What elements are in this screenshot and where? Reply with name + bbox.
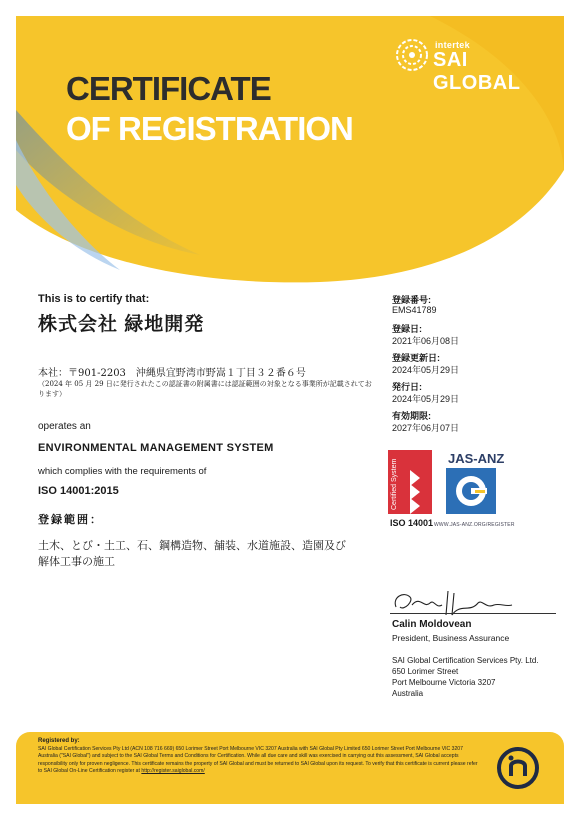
- organisation-country: Australia: [392, 689, 424, 698]
- certify-label: This is to certify that:: [38, 293, 150, 305]
- renewal-date: 2024年05月29日: [392, 365, 460, 375]
- scope-text: 土木、とび・土工、石、鋼構造物、舗装、水道施設、造園及び解体工事の施工: [38, 539, 346, 568]
- footer-terms-text: SAI Global Certification Services Pty Ltd (ACN 108 716 669) 650 Lorimer Street Port Melbourne VIC 3207 Australia with SAI Global Pty Limited 650 Lorimer Street Port Melbourne VIC 3207 Australia ("SAI Global") and subject to the SAI Global Terms and Conditions for Certification. While all due care and skill was exercised in carrying out this assessment, SAI Global accepts responsibility only for proven negligence. This certificate remains the property of SAI Global and must be returned to SAI Global upon its request. To verify that this certificate is current please refer to SAI Global On-Line Certification register at: [38, 746, 478, 775]
- signatory-name: Calin Moldovean: [392, 619, 472, 630]
- signature: [390, 585, 540, 621]
- organisation-city: Port Melbourne Victoria 3207: [392, 678, 496, 687]
- issue-date-label: 発行日:: [392, 382, 422, 392]
- scope-label: 登録範囲：: [38, 513, 103, 526]
- registration-date: 2021年06月08日: [392, 336, 460, 346]
- organisation-name: SAI Global Certification Services Pty. Ltd.: [392, 656, 539, 665]
- brand-name: SAI GLOBAL: [433, 49, 521, 94]
- renewal-date-label: 登録更新日:: [392, 353, 440, 363]
- company-address: 本社：〒901-2203 沖縄県宜野湾市野嵩１丁目３２番６号: [38, 368, 306, 379]
- signatory-title: President, Business Assurance: [392, 633, 510, 643]
- intertek-logo-icon: [496, 746, 540, 790]
- footer-panel: [16, 732, 564, 804]
- registration-title: OF REGISTRATION: [66, 110, 353, 147]
- organisation-street: 650 Lorimer Street: [392, 667, 459, 676]
- certificate-title: CERTIFICATE: [66, 70, 271, 107]
- register-link[interactable]: http://register.saiglobal.com/: [141, 768, 205, 775]
- registration-number-label: 登録番号:: [392, 295, 431, 305]
- management-system: ENVIRONMENTAL MANAGEMENT SYSTEM: [38, 442, 274, 454]
- registration-date-label: 登録日:: [392, 324, 422, 334]
- signature-line: [390, 613, 556, 614]
- certified-system-badge: [388, 450, 432, 514]
- jas-anz-logo: [446, 468, 496, 514]
- registration-number: EMS41789: [392, 305, 437, 315]
- jas-anz-label: JAS-ANZ: [448, 451, 505, 466]
- complies-label: which complies with the requirements of: [38, 466, 207, 477]
- operates-label: operates an: [38, 421, 91, 432]
- address-note: （2024 年 05 月 29 日に発行されたこの認証書の附属書には認証範囲の対象となる事業所が記載されております）: [38, 380, 372, 398]
- accreditation-logos: [388, 450, 518, 530]
- expiry-date: 2027年06月07日: [392, 423, 460, 433]
- brand-intertek: intertek: [435, 40, 470, 50]
- sai-globe-icon: [395, 38, 429, 72]
- sai-global-logo: [395, 38, 555, 94]
- expiry-date-label: 有効期限:: [392, 411, 431, 421]
- organisation-address: [392, 655, 539, 699]
- certified-system-text: Certified System: [391, 458, 398, 510]
- company-name: 株式会社 緑地開発: [38, 314, 205, 335]
- issue-date: 2024年05月29日: [392, 394, 460, 404]
- iso-badge-label: ISO 14001: [390, 518, 434, 528]
- registered-by-label: Registered by:: [38, 738, 80, 744]
- footer-terms: [38, 746, 478, 776]
- iso-standard: ISO 14001:2015: [38, 485, 119, 497]
- jas-anz-url: WWW.JAS-ANZ.ORG/REGISTER: [434, 522, 515, 528]
